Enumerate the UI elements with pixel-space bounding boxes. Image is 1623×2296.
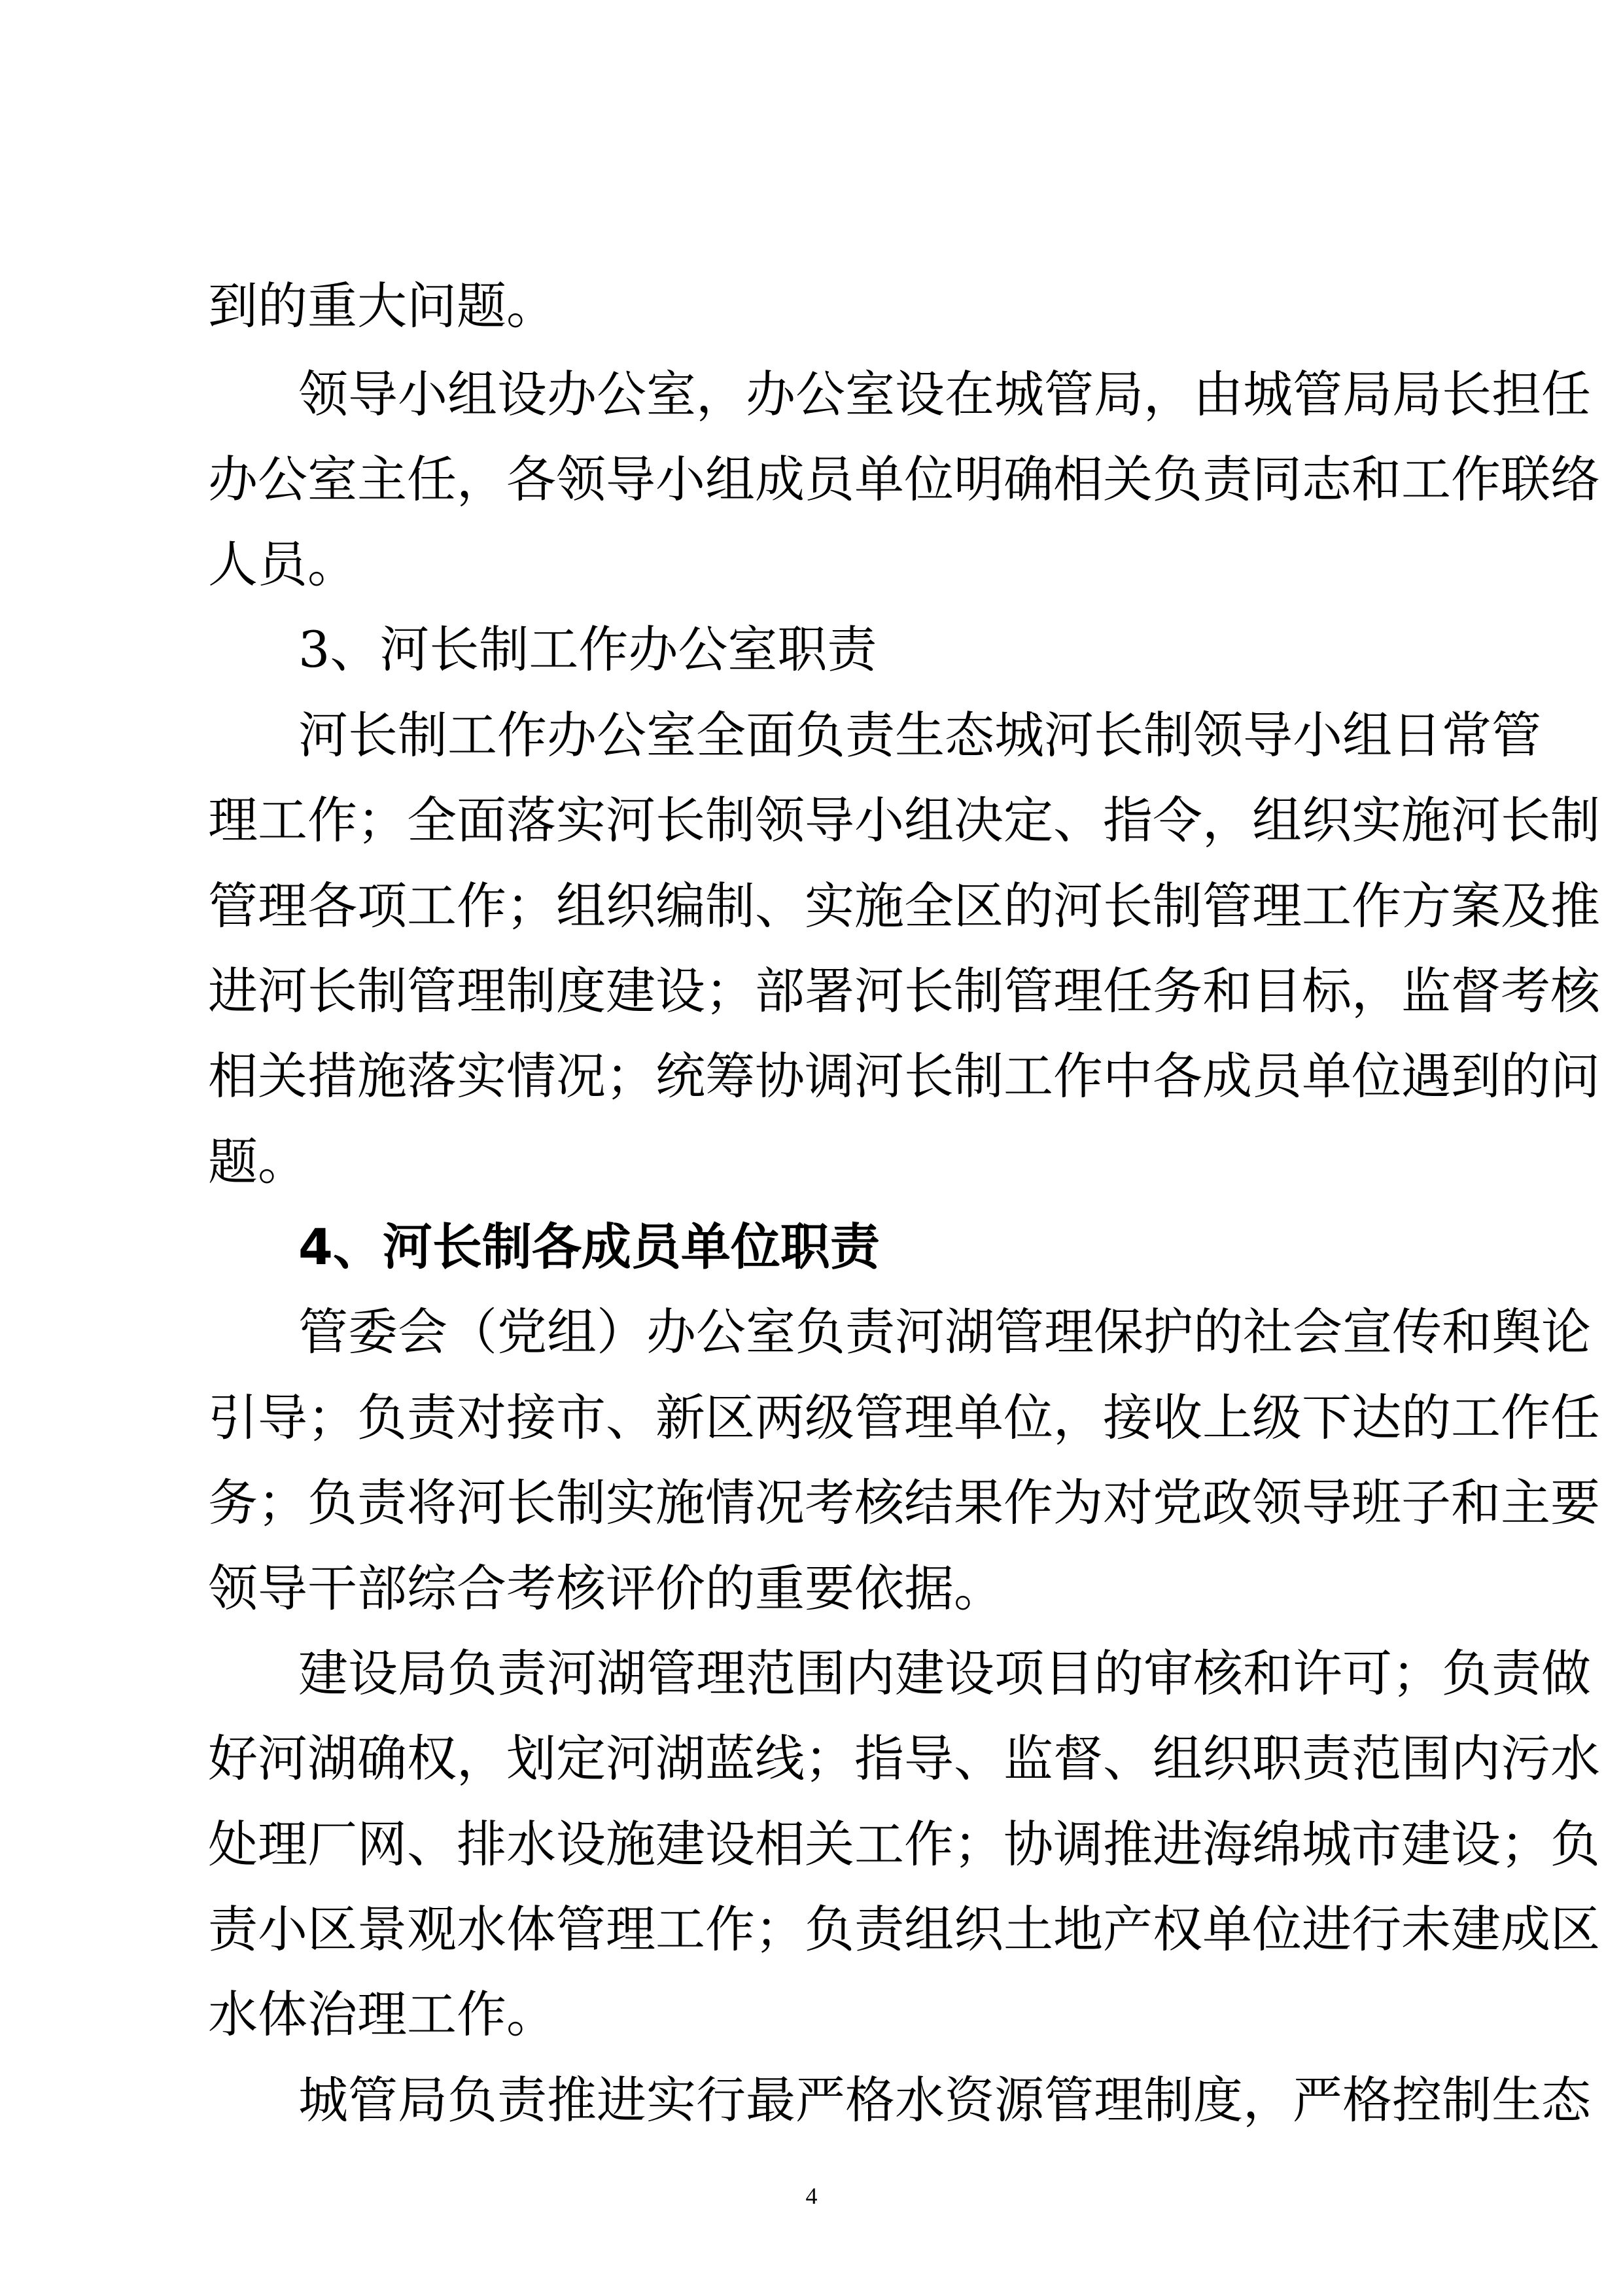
text-line: 办公室主任，各领导小组成员单位明确相关负责同志和工作联络 <box>208 450 1600 508</box>
text-line: 领导干部综合考核评价的重要依据。 <box>208 1559 1003 1617</box>
text-line: 务；负责将河长制实施情况考核结果作为对党政领导班子和主要 <box>208 1474 1600 1532</box>
section-heading-bold: 4、河长制各成员单位职责 <box>298 1218 880 1276</box>
section-heading: 3、河长制工作办公室职责 <box>298 620 877 679</box>
text-line: 引导；负责对接市、新区两级管理单位，接收上级下达的工作任 <box>208 1388 1600 1447</box>
text-line: 相关措施落实情况；统筹协调河长制工作中各成员单位遇到的问 <box>208 1047 1600 1105</box>
text-line: 水体治理工作。 <box>208 1985 556 2043</box>
text-line: 到的重大问题。 <box>208 277 556 335</box>
page-number: 4 <box>805 2183 818 2209</box>
text-line: 好河湖确权，划定河湖蓝线；指导、监督、组织职责范围内污水 <box>208 1729 1600 1788</box>
text-line: 管理各项工作；组织编制、实施全区的河长制管理工作方案及推 <box>208 877 1600 935</box>
text-line: 城管局负责推进实行最严格水资源管理制度，严格控制生态 <box>298 2071 1591 2129</box>
text-line: 管委会（党组）办公室负责河湖管理保护的社会宣传和舆论 <box>298 1303 1591 1361</box>
text-line: 河长制工作办公室全面负责生态城河长制领导小组日常管 <box>298 706 1541 764</box>
text-line: 题。 <box>208 1133 307 1191</box>
text-line: 人员。 <box>208 535 357 593</box>
text-line: 建设局负责河湖管理范围内建设项目的审核和许可；负责做 <box>298 1644 1591 1703</box>
text-line: 领导小组设办公室，办公室设在城管局，由城管局局长担任 <box>298 365 1591 423</box>
text-line: 责小区景观水体管理工作；负责组织土地产权单位进行未建成区 <box>208 1900 1600 1958</box>
text-line: 理工作；全面落实河长制领导小组决定、指令，组织实施河长制 <box>208 791 1600 849</box>
text-line: 处理厂网、排水设施建设相关工作；协调推进海绵城市建设；负 <box>208 1815 1600 1873</box>
text-line: 进河长制管理制度建设；部署河长制管理任务和目标，监督考核 <box>208 962 1600 1020</box>
